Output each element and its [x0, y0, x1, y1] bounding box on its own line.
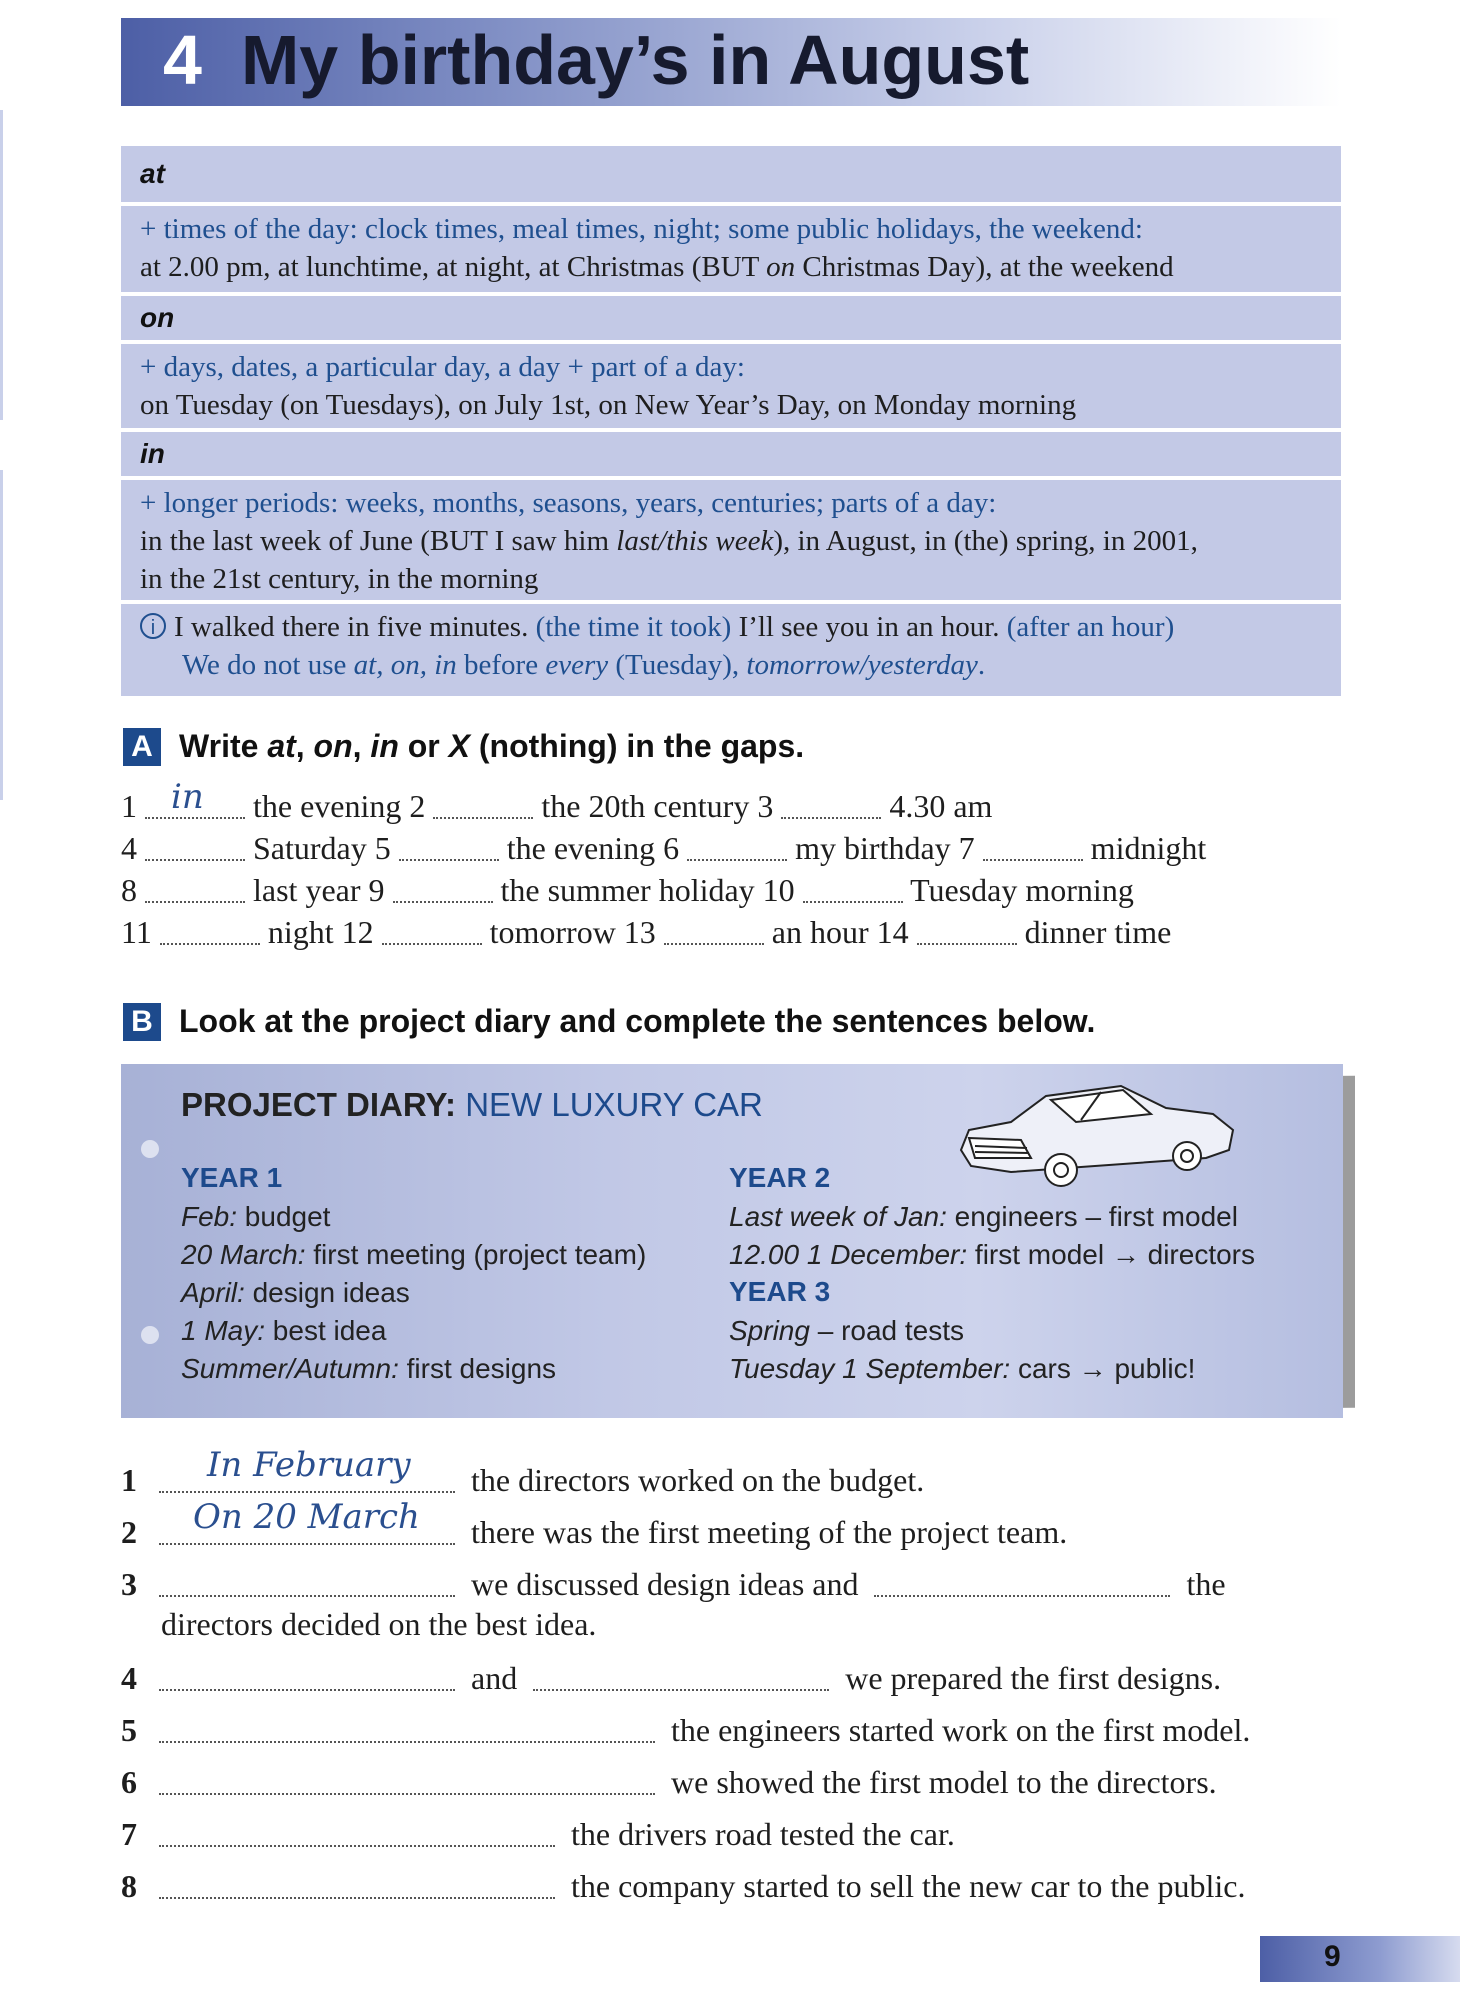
- unit-title-banner: [121, 18, 1341, 106]
- heading-on: on: [121, 296, 1341, 340]
- diary-entry: Tuesday 1 September: cars → public!: [729, 1353, 1196, 1384]
- page-number: 9: [1324, 1940, 1341, 1973]
- binder-hole: [141, 1140, 159, 1158]
- section-a-badge: A: [123, 728, 161, 766]
- gap[interactable]: [874, 1569, 1170, 1597]
- exercise-a-row: 8 last year 9 the summer holiday 10 Tuesday morning: [121, 872, 1134, 908]
- note-line: We do not use at, on, in before every (Tuesday), tomorrow/yesterday.: [182, 649, 986, 681]
- exercise-a-row: 1 in the evening 2 the 20th century 3 4.30 am: [121, 777, 993, 824]
- diary-entry: Last week of Jan: engineers – first model: [729, 1201, 1238, 1232]
- gap[interactable]: [687, 833, 787, 861]
- diary-title: PROJECT DIARY: NEW LUXURY CAR: [181, 1086, 763, 1123]
- unit-number: 4: [163, 21, 202, 99]
- gap[interactable]: [917, 917, 1017, 945]
- gap[interactable]: [399, 833, 499, 861]
- margin-strip: [0, 110, 3, 420]
- gap-answer[interactable]: in: [145, 791, 245, 819]
- gap[interactable]: [983, 833, 1083, 861]
- gap[interactable]: [160, 917, 260, 945]
- sentence-2: 2 On 20 March there was the first meeting of the project team.: [121, 1497, 1068, 1550]
- gap[interactable]: [433, 791, 533, 819]
- gap[interactable]: [382, 917, 482, 945]
- diary-entry: Summer/Autumn: first designs: [181, 1353, 557, 1384]
- gap[interactable]: [781, 791, 881, 819]
- gap[interactable]: [145, 875, 245, 903]
- example-text: in the 21st century, in the morning: [140, 563, 539, 595]
- gap[interactable]: [393, 875, 493, 903]
- usage-note: [121, 604, 1341, 696]
- exercise-a-row: 11 night 12 tomorrow 13 an hour 14 dinner time: [121, 914, 1172, 950]
- page-number-tab: [1260, 1936, 1460, 1982]
- gap[interactable]: [533, 1663, 829, 1691]
- gap[interactable]: [159, 1663, 455, 1691]
- section-a-title: Write at, on, in or X (nothing) in the gaps.: [179, 728, 805, 764]
- sentence-1: 1 In February the directors worked on the budget.: [121, 1445, 925, 1498]
- sentence-4: 4 and we prepared the first designs.: [121, 1660, 1222, 1696]
- gap[interactable]: [159, 1569, 455, 1597]
- margin-strip: [0, 470, 3, 800]
- gap[interactable]: [803, 875, 903, 903]
- gap[interactable]: [159, 1715, 655, 1743]
- car-illustration: [951, 1078, 1241, 1198]
- info-icon: i: [140, 613, 166, 639]
- gap[interactable]: [145, 833, 245, 861]
- sentence-6: 6 we showed the first model to the directors.: [121, 1764, 1217, 1800]
- grammar-table: [121, 146, 1341, 696]
- year-3-heading: YEAR 3: [729, 1276, 831, 1307]
- heading-at: at: [121, 146, 1341, 202]
- sentence-5: 5 the engineers started work on the first model.: [121, 1712, 1251, 1748]
- gap[interactable]: [159, 1819, 555, 1847]
- example-text: on Tuesday (on Tuesdays), on July 1st, on New Year’s Day, on Monday morning: [140, 389, 1077, 421]
- rule-text: + times of the day: clock times, meal times, night; some public holidays, the weekend:: [140, 213, 1143, 245]
- diary-entry: 20 March: first meeting (project team): [181, 1239, 647, 1270]
- gap[interactable]: [664, 917, 764, 945]
- gap-answer[interactable]: On 20 March: [159, 1517, 455, 1545]
- gap[interactable]: [159, 1871, 555, 1899]
- diary-entry: Spring – road tests: [729, 1315, 965, 1346]
- diary-entry: Feb: budget: [181, 1201, 331, 1232]
- rule-at: [121, 206, 1341, 292]
- section-b-badge: B: [123, 1003, 161, 1041]
- gap[interactable]: [159, 1767, 655, 1795]
- sentence-7: 7 the drivers road tested the car.: [121, 1816, 955, 1852]
- rule-on: [121, 344, 1341, 428]
- sentence-3-continued: directors decided on the best idea.: [161, 1606, 597, 1642]
- sentence-3: 3 we discussed design ideas and the: [121, 1566, 1226, 1602]
- diary-entry: 1 May: best idea: [181, 1315, 387, 1346]
- rule-text: + days, dates, a particular day, a day + part of a day:: [140, 351, 745, 383]
- project-diary: [121, 1064, 1343, 1418]
- sentence-8: 8 the company started to sell the new car to the public.: [121, 1868, 1246, 1904]
- example-text: at 2.00 pm, at lunchtime, at night, at Christmas (BUT on Christmas Day), at the weekend: [140, 251, 1174, 283]
- example-text: in the last week of June (BUT I saw him last/this week), in August, in (the) spring, in 2001,: [140, 525, 1198, 557]
- gap-answer[interactable]: In February: [159, 1465, 455, 1493]
- binder-hole: [141, 1326, 159, 1344]
- heading-in: in: [121, 432, 1341, 476]
- rule-in: [121, 480, 1341, 600]
- section-b-title: Look at the project diary and complete the sentences below.: [179, 1003, 1096, 1039]
- diary-entry: 12.00 1 December: first model → directors: [729, 1239, 1255, 1270]
- note-line: i I walked there in five minutes. (the time it took) I’ll see you in an hour. (after an hour): [140, 608, 1341, 646]
- year-2-heading: YEAR 2: [729, 1162, 831, 1193]
- year-1-heading: YEAR 1: [181, 1162, 283, 1193]
- exercise-a-row: 4 Saturday 5 the evening 6 my birthday 7 midnight: [121, 830, 1207, 866]
- rule-text: + longer periods: weeks, months, seasons, years, centuries; parts of a day:: [140, 487, 997, 519]
- diary-entry: April: design ideas: [181, 1277, 410, 1308]
- unit-title: My birthday’s in August: [241, 21, 1030, 99]
